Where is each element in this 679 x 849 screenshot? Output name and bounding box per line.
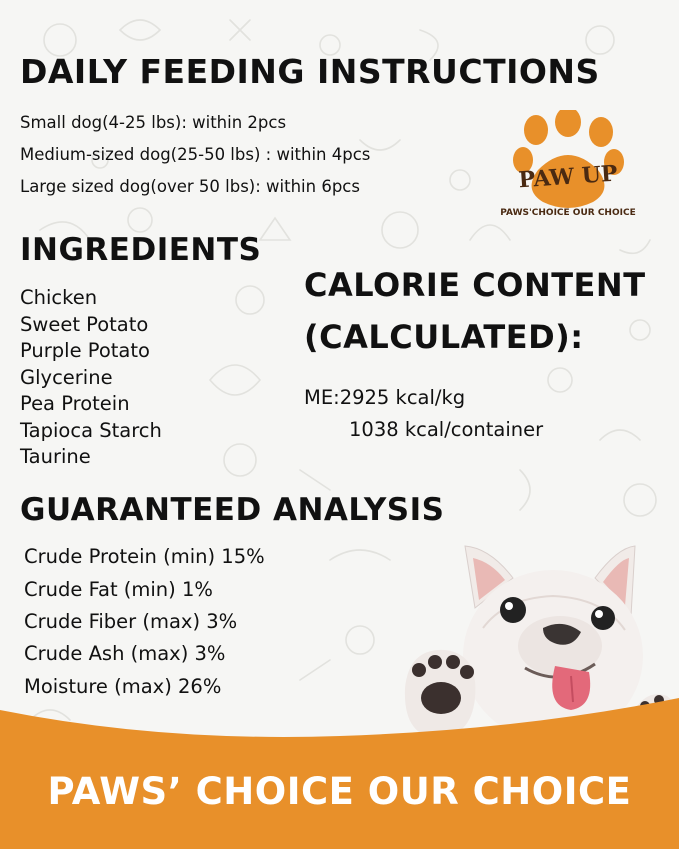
analysis-title: GUARANTEED ANALYSIS [20, 492, 445, 528]
feeding-line-medium: Medium-sized dog(25-50 lbs) : within 4pcs [20, 145, 371, 164]
logo-brand: PAW UP [517, 160, 619, 194]
feeding-line-large: Large sized dog(over 50 lbs): within 6pcs [20, 177, 360, 196]
analysis-item: Crude Fiber (max) 3% [24, 610, 238, 633]
analysis-item: Crude Ash (max) 3% [24, 642, 226, 665]
ingredient-item: Sweet Potato [20, 313, 149, 336]
ingredient-item: Tapioca Starch [20, 419, 162, 442]
analysis-item: Moisture (max) 26% [24, 675, 222, 698]
logo-tagline: PAWS'CHOICE OUR CHOICE [500, 208, 636, 218]
feeding-line-small: Small dog(4-25 lbs): within 2pcs [20, 113, 287, 132]
calorie-per-kg: ME:2925 kcal/kg [304, 386, 466, 409]
calorie-title-line2: (CALCULATED): [304, 318, 584, 356]
footer-slogan: PAWS’ CHOICE OUR CHOICE [47, 770, 632, 813]
ingredient-item: Glycerine [20, 366, 113, 389]
calorie-title-line1: CALORIE CONTENT [304, 266, 646, 304]
ingredient-item: Chicken [20, 286, 98, 309]
brand-logo [498, 110, 638, 225]
ingredients-title: INGREDIENTS [20, 232, 262, 268]
ingredient-item: Taurine [20, 445, 91, 468]
analysis-item: Crude Protein (min) 15% [24, 545, 265, 568]
calorie-per-container: 1038 kcal/container [349, 418, 544, 441]
feeding-title: DAILY FEEDING INSTRUCTIONS [20, 52, 600, 91]
analysis-item: Crude Fat (min) 1% [24, 578, 213, 601]
ingredient-item: Purple Potato [20, 339, 150, 362]
ingredient-item: Pea Protein [20, 392, 130, 415]
